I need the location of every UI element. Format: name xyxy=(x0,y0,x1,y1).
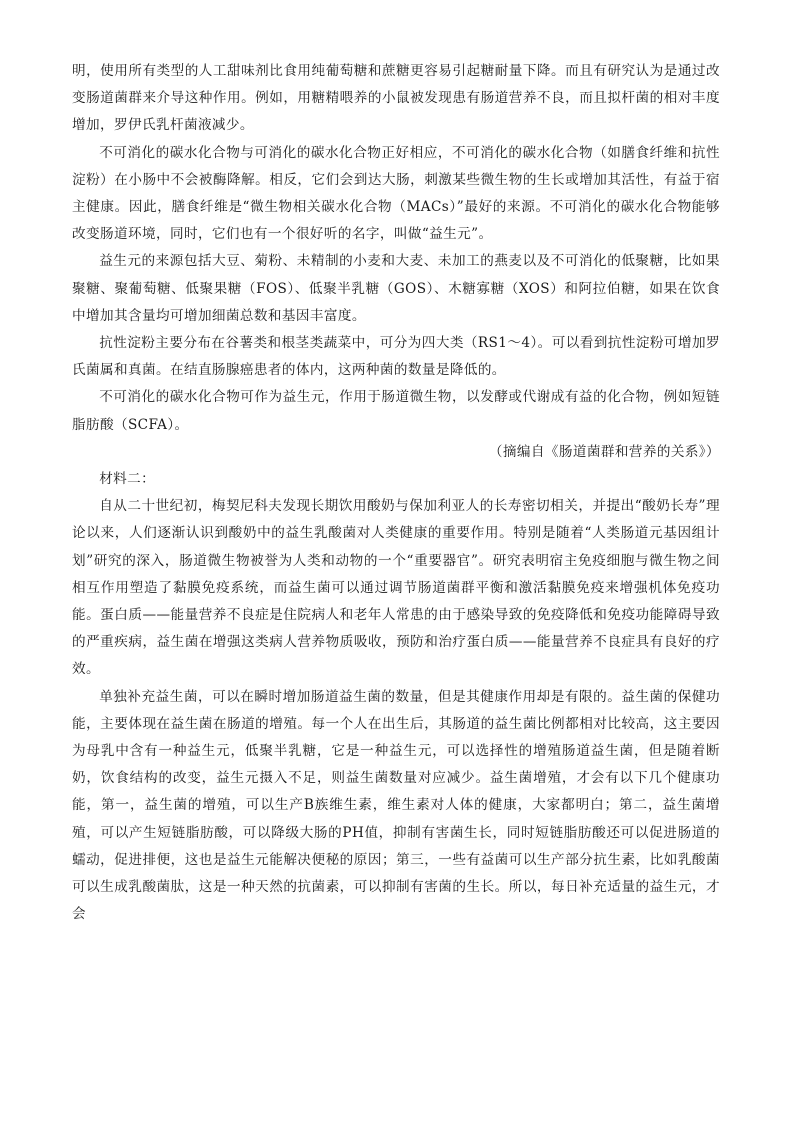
source-citation: （摘编自《肠道菌群和营养的关系》） xyxy=(488,443,720,460)
document-body xyxy=(72,58,720,929)
paragraph-yogurt-longevity: 自从二十世纪初，梅契尼科夫发现长期饮用酸奶与保加利亚人的长寿密切相关，并提出“酸奶长寿”理论以来，人们逐渐认识到酸奶中的益生乳酸菌对人类健康的重要作用。特别是随着“人类肠道元基因组计划”研究的深入，肠道微生物被誉为人类和动物的一个“重要器官”。研究表明宿主免疫细胞与微生物之间相互作用塑造了黏膜免疫系统，而益生菌可以通过调节肠道菌群平衡和激活黏膜免疫来增强机体免疫功能。蛋白质——能量营养不良症是住院病人和老年人常患的由于感染导致的免疫降低和免疫功能障碍导致的严重疾病，益生菌在增强这类病人营养物质吸收，预防和治疗蛋白质——能量营养不良症具有良好的疗效。 xyxy=(72,498,720,678)
paragraph-probiotic-proliferation: 单独补充益生菌，可以在瞬时增加肠道益生菌的数量，但是其健康作用却是有限的。益生菌的保健功能，主要体现在益生菌在肠道的增殖。每一个人在出生后，其肠道的益生菌比例都相对比较高，这主要因为母乳中含有一种益生元，低聚半乳糖，它是一种益生元，可以选择性的增殖肠道益生菌，但是随着断奶，饮食结构的改变，益生元摄入不足，则益生菌数量对应减少。益生菌增殖，才会有以下几个健康功能，第一，益生菌的增殖，可以生产B族维生素，维生素对人体的健康，大家都明白；第二，益生菌增殖，可以产生短链脂肪酸，可以降级大肠的PH值，抑制有害菌生长，同时短链脂肪酸还可以促进肠道的蠕动，促进排便，这也是益生元能解决便秘的原因；第三，一些有益菌可以生产部分抗生素，比如乳酸菌可以生成乳酸菌肽，这是一种天然的抗菌素，可以抑制有害菌的生长。所以，每日补充适量的益生元，才会 xyxy=(72,688,720,923)
paragraph-scfa: 不可消化的碳水化合物可作为益生元，作用于肠道微生物，以发酵或代谢成有益的化合物，例如短链脂肪酸（SCFA）。 xyxy=(72,389,720,433)
paragraph-prebiotic-sources: 益生元的来源包括大豆、菊粉、未精制的小麦和大麦、未加工的燕麦以及不可消化的低聚糖，比如果聚糖、聚葡萄糖、低聚果糖（FOS）、低聚半乳糖（GOS）、木糖寡糖（XOS）和阿拉伯糖，如果在饮食中增加其含量均可增加细菌总数和基因丰富度。 xyxy=(72,253,720,324)
material-two-heading: 材料二： xyxy=(99,471,156,488)
paragraph-indigestible-carbs: 不可消化的碳水化合物与可消化的碳水化合物正好相应，不可消化的碳水化合物（如膳食纤维和抗性淀粉）在小肠中不会被酶降解。相反，它们会到达大肠，刺激某些微生物的生长或增加其活性，有益于宿主健康。因此，膳食纤维是“微生物相关碳水化合物（MACs）”最好的来源。不可消化的碳水化合物能够改变肠道环境，同时，它们也有一个很好听的名字，叫做“益生元”。 xyxy=(72,144,720,243)
paragraph-continuation: 明，使用所有类型的人工甜味剂比食用纯葡萄糖和蔗糖更容易引起糖耐量下降。而且有研究认为是通过改变肠道菌群来介导这种作用。例如，用糖精喂养的小鼠被发现患有肠道营养不良，而且拟杆菌的相对丰度增加，罗伊氏乳杆菌液减少。 xyxy=(72,63,720,134)
paragraph-resistant-starch: 抗性淀粉主要分布在谷薯类和根茎类蔬菜中，可分为四大类（RS1～4）。可以看到抗性淀粉可增加罗氏菌属和真菌。在结直肠腺癌患者的体内，这两种菌的数量是降低的。 xyxy=(72,335,720,379)
